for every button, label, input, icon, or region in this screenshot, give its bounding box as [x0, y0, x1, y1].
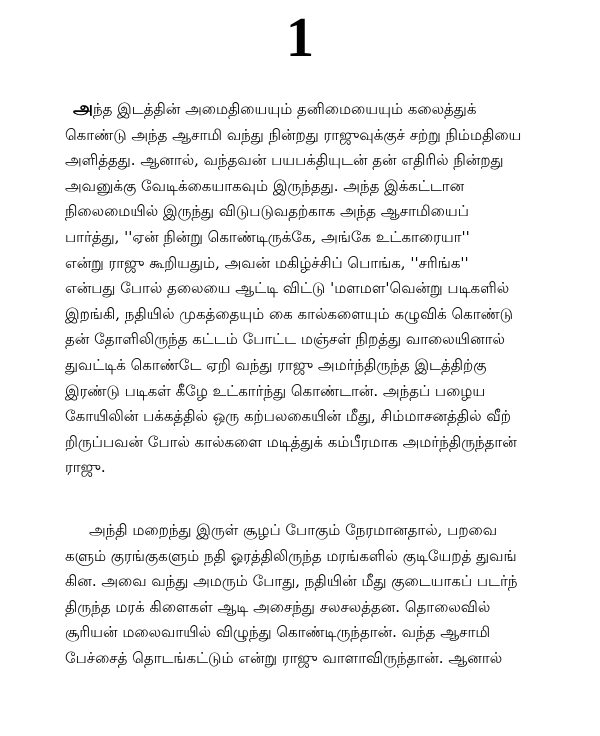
paragraph-line: சூரியன் மலைவாயில் விழுந்து கொண்டிருந்தான். வந்த ஆசாமி: [65, 623, 491, 642]
paragraph-line: பேச்சைத் தொடங்கட்டும் என்று ராஜு வாளாவிருந்தான். ஆனால்: [65, 648, 503, 667]
paragraph-line-text: ந்த இடத்தின் அமைதியையும் தனிமையையும் கலைத்துக்: [93, 100, 477, 118]
paragraph-line: இறங்கி, நதியில் முகத்தையும் கை கால்களையும் கழுவிக் கொண்டு: [65, 304, 514, 323]
paragraph-line: இரண்டு படிகள் கீழே உட்கார்ந்து கொண்டான். அந்தப் பழைய: [65, 381, 486, 400]
paragraph-line: அந்தி மறைந்து இருள் சூழப் போகும் நேரமானதால், பறவை: [89, 521, 498, 539]
paragraph-1: [65, 96, 579, 481]
paragraph-line: றிருப்பவன் போல் கால்களை மடித்துக் கம்பீரமாக அமர்ந்திருந்தான்: [65, 432, 517, 451]
paragraph-line: அளித்தது. ஆனால், வந்தவன் பயபக்தியுடன் தன் எதிரில் நின்றது: [65, 151, 504, 170]
paragraph-line: அவனுக்கு வேடிக்கையாகவும் இருந்தது. அந்த இக்கட்டான: [65, 176, 465, 195]
paragraph-line: என்பது போல் தலையை ஆட்டி விட்டு 'மளமள'வென்று படிகளில்: [65, 279, 510, 298]
paragraph-line: தன் தோளிலிருந்த கட்டம் போட்ட மஞ்சள் நிறத்து வாலையினால்: [65, 330, 505, 349]
paragraph-line: கின. அவை வந்து அமரும் போது, நதியின் மீது குடையாகப் படர்ந்: [65, 572, 518, 591]
paragraph-2: [65, 518, 579, 672]
paragraph-line: துவட்டிக் கொண்டே ஏறி வந்து ராஜு அமர்ந்திருந்த இடத்திற்கு: [65, 355, 487, 374]
paragraph-line: நிலைமையில் இருந்து விடுபடுவதற்காக அந்த ஆசாமியைப்: [65, 202, 469, 221]
paragraph-line: என்று ராஜு கூறியதும், அவன் மகிழ்ச்சிப் பொங்க, ''சரிங்க'': [65, 253, 469, 272]
paragraph-line: திருந்த மரக் கிளைகள் ஆடி அசைந்து சலசலத்தன. தொலைவில்: [65, 597, 491, 616]
paragraph-line: கொண்டு அந்த ஆசாமி வந்து நின்றது ராஜுவுக்குச் சற்று நிம்மதியை: [65, 125, 522, 144]
paragraph-line: களும் குரங்குகளும் நதி ஓரத்திலிருந்த மரங்களில் குடியேறத் துவங்: [65, 546, 517, 565]
paragraph-line: [65, 96, 579, 123]
chapter-number: 1: [286, 7, 314, 69]
drop-cap: அ: [73, 98, 94, 119]
paragraph-line: ராஜு.: [65, 458, 106, 477]
paragraph-line: பார்த்து, ''ஏன் நின்று கொண்டிருக்கே, அங்கே உட்காரையா'': [65, 227, 470, 246]
paragraph-line: கோயிலின் பக்கத்தில் ஒரு கற்பலகையின் மீது, சிம்மாசனத்தில் வீற்: [65, 407, 511, 426]
